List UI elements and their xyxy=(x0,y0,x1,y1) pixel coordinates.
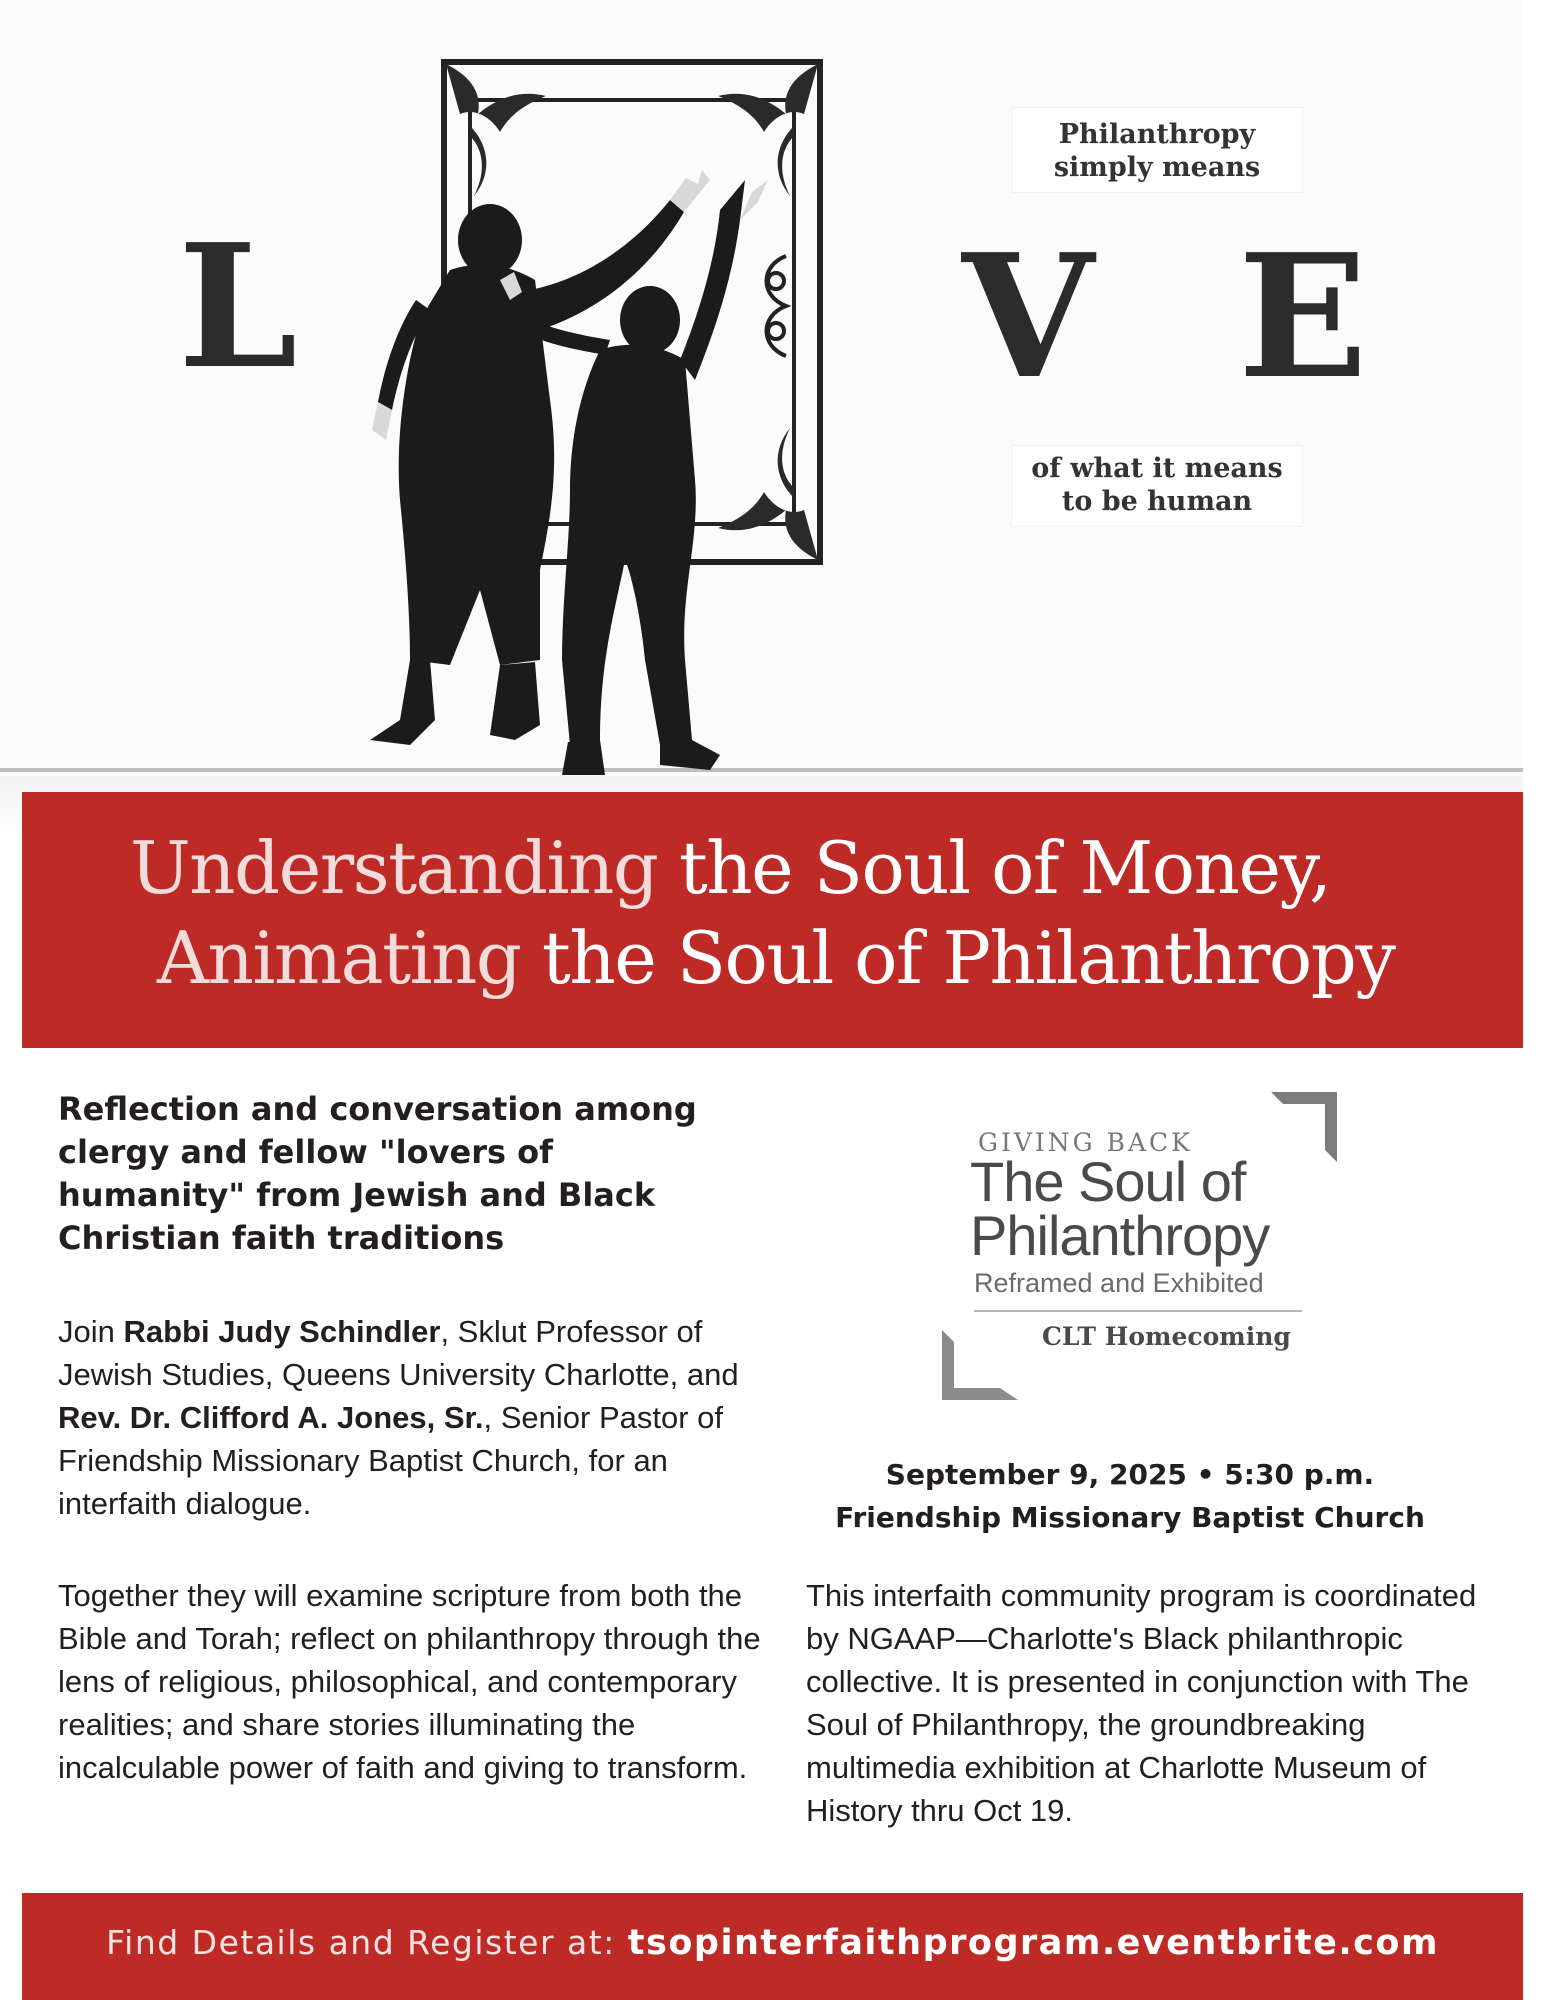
wall-letter-e: E xyxy=(1238,217,1368,417)
title-line-1 xyxy=(130,826,1331,910)
dancers-image xyxy=(300,140,820,790)
wall-card-top-line-2: simply means xyxy=(1053,152,1261,183)
event-venue: Friendship Missionary Baptist Church xyxy=(835,1501,1425,1534)
logo-giving-back: GIVING BACK xyxy=(978,1128,1193,1157)
hero-photo xyxy=(0,0,1523,840)
register-label: Find Details and Register at: xyxy=(106,1923,628,1962)
register-text xyxy=(22,1893,1523,1993)
wall-letter-v: V xyxy=(962,217,1094,417)
title-line-2 xyxy=(157,916,1395,1000)
join-text: Join xyxy=(58,1314,124,1349)
logo-corner-bottom-left-icon xyxy=(942,1330,1018,1400)
title-banner xyxy=(22,792,1523,1048)
title-line-2-lead: Animating xyxy=(157,916,521,1000)
wall-card-bottom xyxy=(1012,446,1302,526)
speakers-paragraph xyxy=(58,1310,778,1525)
event-date-time: September 9, 2025 • 5:30 p.m. xyxy=(885,1458,1375,1491)
speaker-1-title: , Sklut Professor of Jewish Studies, Queens University Charlotte, and xyxy=(58,1314,739,1392)
wall-card-bottom-line-2: to be human xyxy=(1061,486,1253,517)
logo-clt-homecoming: CLT Homecoming xyxy=(1042,1322,1291,1351)
title-line-2-rest: the Soul of Philanthropy xyxy=(520,916,1395,1000)
logo-subtitle: Reframed and Exhibited xyxy=(974,1268,1264,1298)
coordination-paragraph: This interfaith community program is coordinated by NGAAP—Charlotte's Black philanthropic collective. It is presented in conjunction with The Soul of Philanthropy, the groundbreaking multimedia exhibition at Charlotte Museum of History thru Oct 19. xyxy=(806,1578,1477,1828)
register-banner xyxy=(22,1893,1523,2000)
wall-card-top-line-1: Philanthropy xyxy=(1058,119,1256,150)
headline: Reflection and conversation among clergy and fellow "lovers of humanity" from Jewish and Black Christian faith traditions xyxy=(58,1090,697,1257)
program-description: Together they will examine scripture from both the Bible and Torah; reflect on philanthropy through the lens of religious, philosophical, and contemporary realities; and share stories illuminating the incalculable power of faith and giving to transform. xyxy=(58,1578,761,1785)
title-line-1-rest: the Soul of Money, xyxy=(657,826,1331,910)
wall-card-bottom-line-1: of what it means xyxy=(1031,453,1283,484)
speaker-2-name: Rev. Dr. Clifford A. Jones, Sr. xyxy=(58,1400,484,1435)
register-link[interactable]: tsopinterfaithprogram.eventbrite.com xyxy=(627,1923,1439,1963)
wall-card-top xyxy=(1012,108,1302,192)
speaker-2-title: , Senior Pastor of Friendship Missionary Baptist Church, for an interfaith dialogue. xyxy=(58,1400,724,1521)
logo-title-line-2: Philanthropy xyxy=(970,1204,1270,1267)
wall-letter-l: L xyxy=(178,207,298,407)
logo-title-line-1: The Soul of xyxy=(970,1150,1246,1213)
soul-of-philanthropy-logo xyxy=(942,1092,1337,1400)
logo-corner-top-right-icon xyxy=(1271,1092,1337,1162)
title-line-1-lead: Understanding xyxy=(130,826,658,910)
speaker-1-name: Rabbi Judy Schindler xyxy=(123,1314,441,1349)
logo-divider xyxy=(974,1310,1302,1312)
